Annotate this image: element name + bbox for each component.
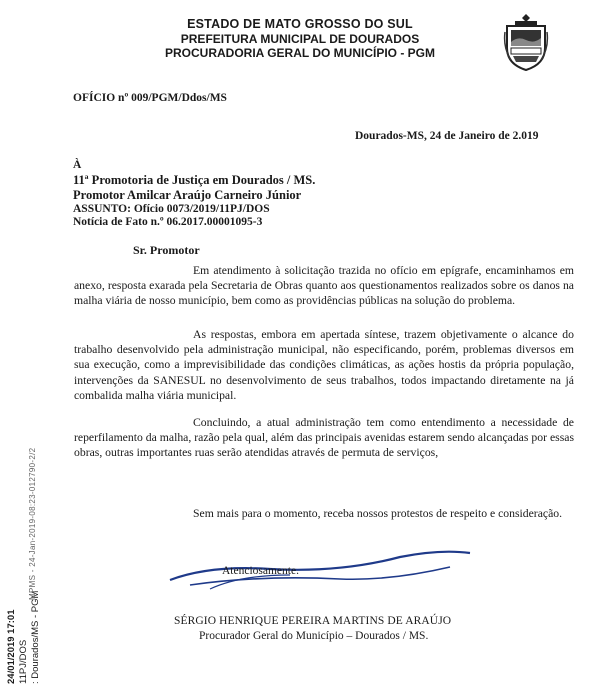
letterhead-pgm: PROCURADORIA GERAL DO MUNICÍPIO - PGM [164,46,435,60]
addressee-block [73,159,315,230]
stamp-origin: : Dourados/MS - PGM [30,590,41,684]
paragraph-2: As respostas, embora em apertada síntese, trazem objetivamente o alcance do trabalho desenvolvido pela administração municipal, não especificando, porém, problemas diversos em sua execução, como a imprevisibilidade das condições climáticas, as ações hostis da própria população, intervenções da SANESUL no desenvolvimento de seus trabalhos, todos impactando diretamente na já combalida malha viária municipal. [74,328,574,402]
paragraph-4: Sem mais para o momento, receba nossos protestos de respeito e consideração. [193,507,563,520]
stamp-datetime: 24/01/2019 17:01 [6,609,17,684]
paragraph-1: Em atendimento à solicitação trazida no ofício em epígrafe, encaminhamos em anexo, resposta exarada pela Secretaria de Obras quanto aos questionamentos realizados sobre os danos na malha viária de nosso município, bem como as providências públicas na solução do problema. [74,264,574,308]
oficio-number: OFÍCIO nº 009/PGM/Ddos/MS [73,92,227,104]
salutation: Sr. Promotor [133,243,200,257]
subject-line: ASSUNTO: Ofício 0073/2019/11PJ/DOS [73,202,270,215]
stamp-protocol: MPMS - 24-Jan-2019-08:23-012790-2/2 [28,447,37,600]
paragraph-3: Concluindo, a atual administração tem como entendimento a necessidade de reperfilamento da malha, razão pela qual, além das principais avenidas estarem sendo alcançadas por essas obras, outras importantes ruas serão atendidas através de permuta de serviços, [74,416,574,460]
addressee-promotor: Promotor Amilcar Araújo Carneiro Júnior [73,187,302,202]
noticia-line: Notícia de Fato n.º 06.2017.00001095-3 [73,216,263,228]
addressee-promotoria: 11ª Promotoria de Justiça em Dourados / MS. [73,172,316,187]
addressee-to: À [73,159,82,171]
letterhead [150,17,450,60]
date-line: Dourados-MS, 24 de Janeiro de 2.019 [355,130,539,142]
letterhead-prefeitura: PREFEITURA MUNICIPAL DE DOURADOS [180,32,420,46]
letterhead-state: ESTADO DE MATO GROSSO DO SUL [187,17,413,31]
closing: Atenciosamente. [222,565,299,577]
signatory-role: Procurador Geral do Município – Dourados / MS. [199,630,429,642]
handwritten-signature [150,545,480,615]
stamp-unit: 11PJ/DOS [18,639,29,684]
signatory-name: SÉRGIO HENRIQUE PEREIRA MARTINS DE ARAÚJO [174,615,452,627]
municipal-crest-icon [503,12,549,72]
